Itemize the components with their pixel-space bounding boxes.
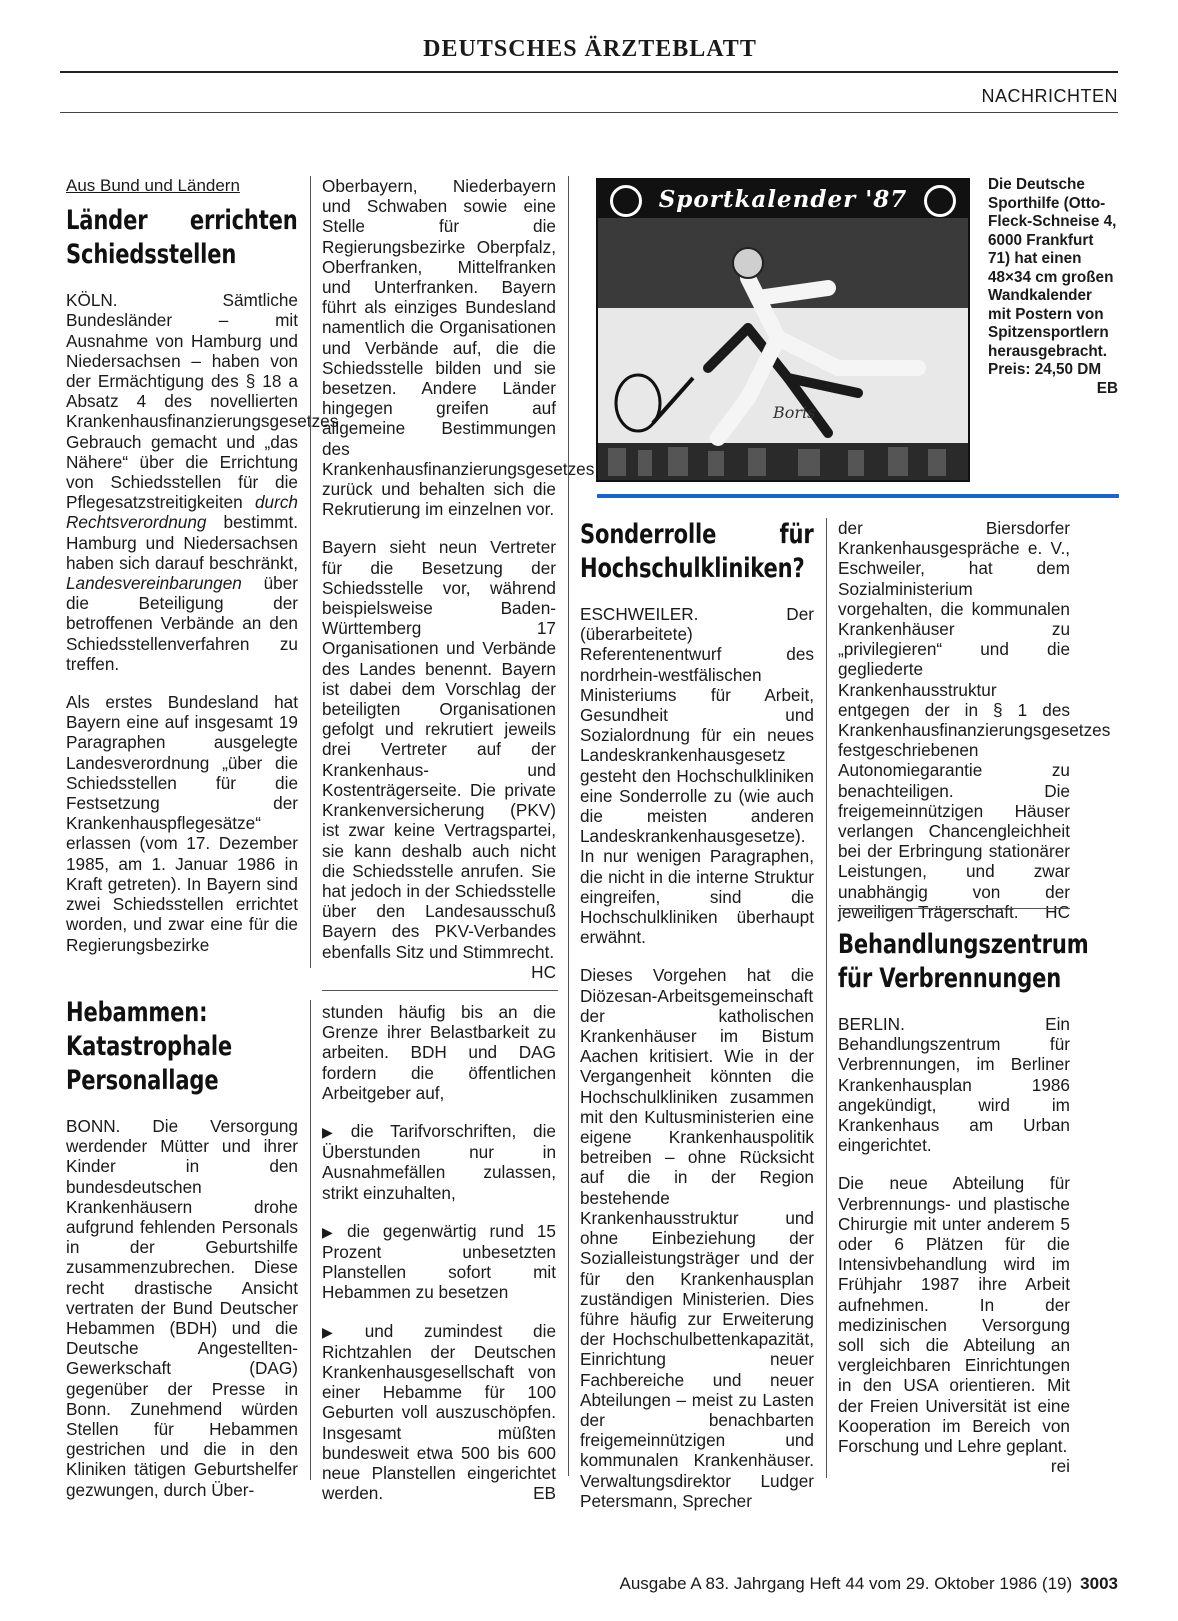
article-sonderrolle-cont: [838, 518, 1111, 922]
headline-hebammen: Hebammen: Katastrophale Personallage: [66, 997, 233, 1096]
article-schiedsstellen-cont: [322, 176, 595, 982]
column-divider: [568, 176, 569, 1476]
issue-info: Ausgabe A 83. Jahrgang Heft 44 vom 29. Oktober 1986 (19): [619, 1574, 1073, 1593]
masthead-title: DEUTSCHES ÄRZTEBLATT: [423, 36, 757, 62]
article-sonderrolle: [580, 518, 814, 1511]
paragraph: KÖLN. Sämtliche Bundesländer – mit Ausnahme von Hamburg und Niedersachsen – haben von der Ermächtigung des § 18 a Absatz 4 des novellierten Krankenhausfinanzierungsgesetzes Gebrauch gemacht und „das Nähere“ über die Errichtung von Schiedsstellen für die Pflegesatzstreitigkeiten durch Rechtsverordnung bestimmt. Hamburg und Niedersachsen haben sich darauf beschränkt, Landesvereinbarungen über die Beteiligung der betroffenen Verbände an den Schiedsstellenverfahren zu treffen.: [66, 290, 339, 674]
bullet-item: ▶ die gegenwärtig rund 15 Prozent unbesetzten Planstellen sofort mit Hebammen zu besetzen: [322, 1220, 556, 1303]
paragraph: Die neue Abteilung für Verbrennungs- und plastische Chirurgie mit unter anderem 5 oder 6 Plätzen für die Intensivbehandlung wird im Frühjahr 1987 ihre Arbeit aufnehmen. In der medizinischen Versorgung soll sich die Abteilung an vergleichbaren Einrichtungen in den USA orientieren. Mit der Freien Universität ist eine Kooperation im Bereich von Forschung und Lehre geplant. rei: [838, 1173, 1070, 1477]
column-divider: [826, 518, 827, 1478]
tennis-player-image: [598, 218, 968, 480]
article-hebammen: [66, 996, 298, 1500]
page-footer: [619, 1574, 1118, 1594]
bullet-item: ▶ die Tarifvorschriften, die Überstunden nur in Ausnahmefällen zulassen, strikt einzuhalten,: [322, 1121, 556, 1203]
article-divider: [838, 908, 1070, 909]
svg-text:Boris: Boris: [773, 403, 816, 422]
paragraph: der Biersdorfer Krankenhausgespräche e. V., Eschweiler, hat dem Sozialministerium vorgehalten, die kommunalen Krankenhäuser zu „privilegieren“ und die gegliederte Krankenhausstruktur entgegen der in § 1 des Krankenhausfinanzierungsgesetzes festgeschriebenen Autonomiegarantie zu benachteiligen. Die freigemeinnützigen Häuser verlangen Chancengleichheit bei der Erbringung stationärer Leistungen, und zwar unabhängig von der jeweiligen Trägerschaft. HC: [838, 518, 1111, 922]
kicker-aus-bund: Aus Bund und Ländern: [66, 176, 240, 195]
headline-behandlungszentrum: Behandlungszentrum für Verbrennungen: [838, 929, 1089, 994]
author-initials: rei: [1050, 1456, 1070, 1477]
accent-rule: [597, 494, 1119, 498]
paragraph: ESCHWEILER. Der (überarbeitete) Referentenentwurf des nordrhein-westfälischen Ministeriums für Arbeit, Gesundheit und Sozialordnung für ein neues Landeskrankenhausgesetz gesteht den Hochschulkliniken eine Sonderrolle zu (wie auch die meisten anderen Landeskrankenhausgesetze). In nur wenigen Paragraphen, die nicht in die interne Struktur eingreifen, sind die Hochschulkliniken überhaupt erwähnt.: [580, 604, 814, 948]
article-behandlungszentrum: [838, 928, 1089, 1477]
author-initials: EB: [533, 1483, 556, 1504]
bullet-icon: ▶: [322, 1223, 341, 1240]
photo-caption: Die Deutsche Sporthilfe (Otto-Fleck-Schneise 4, 6000 Frankfurt 71) hat einen 48×34 cm großen Wandkalender mit Postern von Spitzensportlern herausgebracht. Preis: 24,50 DM EB: [988, 176, 1118, 397]
paragraph: stunden häufig bis an die Grenze ihrer Belastbarkeit zu arbeiten. BDH und DAG fordern die öffentlichen Arbeitgeber auf,: [322, 1002, 556, 1103]
bullet-icon: ▶: [322, 1124, 345, 1141]
masthead-rule: [60, 71, 1118, 73]
paragraph: BERLIN. Ein Behandlungszentrum für Verbrennungen, im Berliner Krankenhausplan 1986 angekündigt, wird im Krankenhaus am Urban eingerichtet.: [838, 1014, 1070, 1156]
paragraph: Dieses Vorgehen hat die Diözesan-Arbeitsgemeinschaft der katholischen Krankenhäuser im Bistum Aachen kritisiert. Wie in der Vergangenheit könnten die Hochschulkliniken zusammen mit den Kultusministerien eine eigene Krankenhauspolitik betreiben – ohne Rücksicht auf die in der Region bestehende Krankenhausstruktur und ohne Einbeziehung der Sozialleistungsträger und der für den Krankenhausplan zuständigen Ministerien. Dies führe häufig zur Erweiterung der Hochschulbettenkapazität, Einrichtung neuer Fachbereiche und neuer Abteilungen – meist zu Lasten der benachbarten freigemeinnützigen und kommunalen Krankenhäuser. Verwaltungsdirektor Ludger Petersmann, Sprecher: [580, 965, 814, 1511]
paragraph: BONN. Die Versorgung werdender Mütter und ihrer Kinder in den bundesdeutschen Krankenhäusern drohe aufgrund fehlenden Personals in der Geburtshilfe zusammenzubrechen. Diese recht drastische Ansicht vertraten der Bund Deutscher Hebammen (BDH) und die Deutsche Angestellten-Gewerkschaft (DAG) gegenüber der Presse in Bonn. Zunehmend würden Stellen für Hebammen gestrichen und die in den Kliniken tätigen Geburtshelfer gezwungen, durch Über-: [66, 1116, 298, 1500]
calendar-header: [598, 180, 968, 220]
paragraph: Als erstes Bundesland hat Bayern eine auf insgesamt 19 Paragraphen ausgelegte Landesverordnung „über die Schiedsstellen für die Festsetzung der Krankenhauspflegesätze“ erlassen (vom 17. Dezember 1985, am 1. Januar 1986 in Kraft getreten). In Bayern sind zwei Schiedsstellen errichtet worden, und zwar eine für die Regierungsbezirke: [66, 692, 298, 955]
headline-sonderrolle: Sonderrolle für Hochschulkliniken?: [580, 519, 814, 584]
section-label: NACHRICHTEN: [981, 86, 1118, 106]
page-number: 3003: [1080, 1574, 1118, 1593]
author-initials: EB: [1096, 379, 1118, 397]
paragraph: Bayern sieht neun Vertreter für die Besetzung der Schiedsstelle vor, während beispielsweise Baden-Württemberg 17 Organisationen und Verbände des Landes benennt. Bayern ist dabei dem Vorschlag der beteiligten Organisationen gefolgt und rekrutiert jeweils drei Vertreter auf der Krankenhaus- und Kostenträgerseite. Die private Krankenversicherung (PKV) ist zwar keine Vertragspartei, sie kann deshalb auch nicht die Schiedsstelle anrufen. Sie hat jedoch in der Schiedsstelle über den Landesausschuß Bayern des PKV-Verbandes ebenfalls Sitz und Stimmrecht. HC: [322, 537, 556, 982]
column-divider: [310, 1000, 311, 1480]
article-hebammen-cont: [322, 1002, 556, 1503]
section-rule: [60, 112, 1118, 113]
column-divider: [310, 176, 311, 968]
article-divider: [322, 990, 558, 991]
bullet-icon: ▶: [322, 1323, 359, 1340]
article-schiedsstellen: [66, 176, 339, 955]
author-initials: HC: [1045, 901, 1070, 922]
calendar-photo: [596, 178, 970, 482]
bullet-item: ▶ und zumindest die Richtzahlen der Deutschen Krankenhausgesellschaft von einer Hebamme für 100 Geburten voll auszuschöpfen. Insgesamt müßten bundesweit etwa 500 bis 600 neue Planstellen eingerichtet werden. EB: [322, 1320, 556, 1504]
calendar-title: Sportkalender '87: [658, 186, 908, 213]
author-initials: HC: [531, 961, 556, 982]
paragraph: Oberbayern, Niederbayern und Schwaben sowie eine Stelle für die Regierungsbezirke Oberpfalz, Oberfranken, Mittelfranken und Unterfranken. Bayern führt als einziges Bundesland namentlich die Organisationen und Verbände auf, die die Schiedsstelle bilden und sie besetzen. Andere Länder hingegen greifen auf allgemeine Bestimmungen des Krankenhausfinanzierungsgesetzes zurück und behalten sich die Rekrutierung im einzelnen vor.: [322, 176, 595, 520]
ring-icon: [924, 185, 956, 217]
headline-schiedsstellen: Länder errichten Schiedsstellen: [66, 205, 298, 271]
